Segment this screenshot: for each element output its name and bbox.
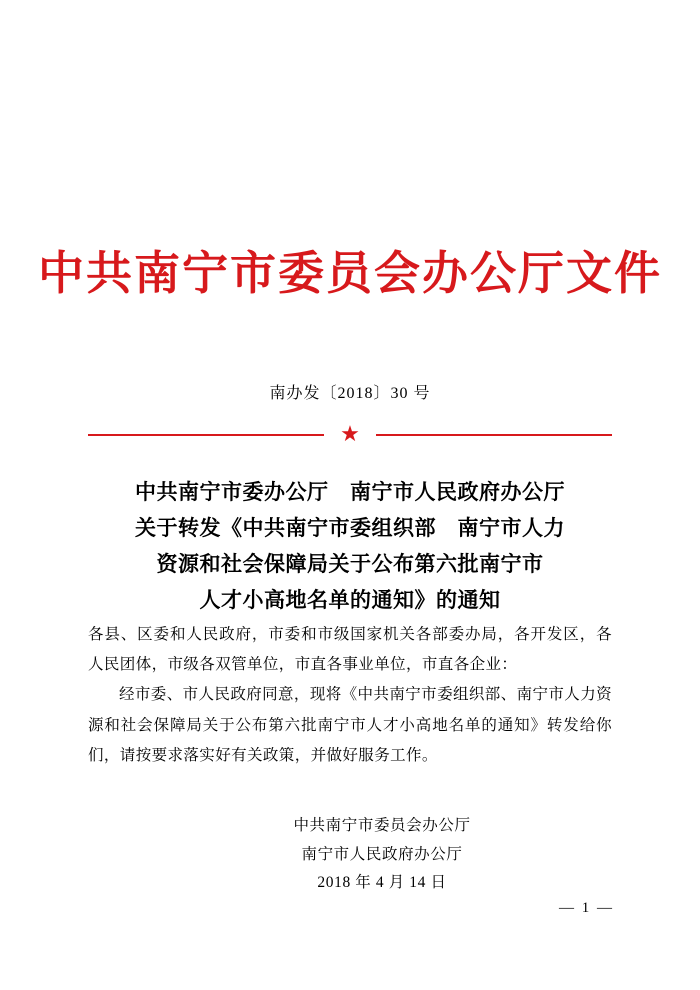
title-line-3: 资源和社会保障局关于公布第六批南宁市: [156, 552, 544, 577]
document-number: 南办发〔2018〕30 号: [269, 385, 431, 402]
title-line-1: 中共南宁市委办公厅 南宁市人民政府办公厅: [135, 480, 565, 504]
signature-block: [0, 812, 700, 898]
title-line-4: 人才小高地名单的通知》的通知: [199, 588, 501, 613]
divider-line-right: [376, 434, 612, 437]
body-paragraph-main: 经市委、市人民政府同意，现将《中共南宁市委组织部、南宁市人力资源和社会保障局关于公布第六批南宁市人才小高地名单的通知》转发给你们，请按要求落实好有关政策，并做好服务工作。: [88, 686, 612, 764]
document-title: [78, 474, 622, 618]
red-divider-rule: [88, 421, 612, 446]
signature-line-2: 南宁市人民政府办公厅: [301, 845, 463, 863]
star-icon: ★: [340, 421, 360, 446]
masthead: [0, 248, 700, 299]
signature-line-1: 中共南宁市委员会办公厅: [293, 817, 471, 834]
title-line-2: 关于转发《中共南宁市委组织部 南宁市人力: [135, 516, 565, 541]
divider-line-left: [88, 434, 324, 437]
body-paragraph-addressees: 各县、区委和人民政府，市委和市级国家机关各部委办局，各开发区，各人民团体，市级各双管单位，市直各事业单位，市直各企业：: [88, 626, 612, 674]
page-number: — 1 —: [559, 900, 614, 916]
document-body: [88, 620, 612, 771]
signature-date: 2018 年 4 月 14 日: [317, 874, 447, 892]
masthead-title: 中共南宁市委员会办公厅文件: [38, 246, 662, 300]
